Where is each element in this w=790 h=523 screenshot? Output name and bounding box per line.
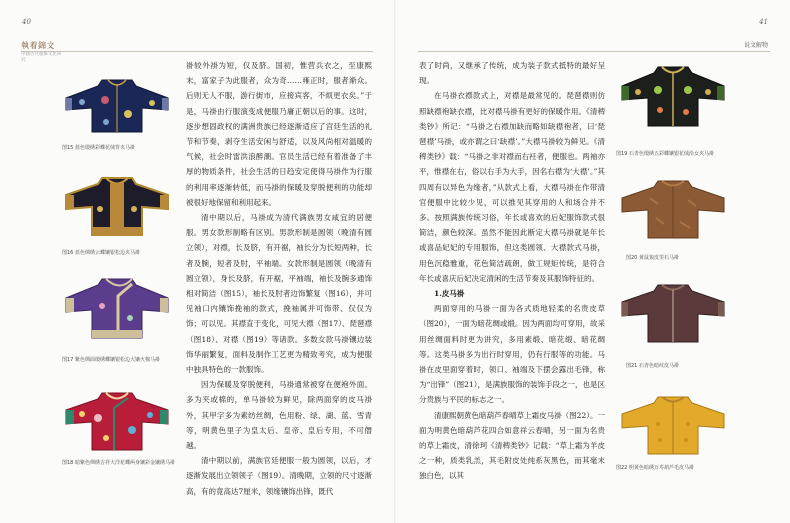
paragraph: 清中期以后，马褂成为清代满族男女咸宜的居便服。男女款形制略有区别。男款形制是圆领（晚清有圆立领），对襟，长及脐，有开裾，袖长分为长短两种，长者及腕，短者及肘，平袖端。女款形制是圆领（晚清有圆立领），身长及脐，有开裾，平袖端，袖长及腕多通饰相对简洁（图15），袖长及肘者边饰繁复（图16），并可见袖口内镶饰挽袖的款式，挽袖属并可饰带、仅仅为饰；可以见。其襟直于变化，可见大襟（图17）、琵琶襟（图18）、对襟（图19）等诸款。多数女款马褂镶边装饰华丽繁复，面料及制作工艺更为精致考究，成为便服中独具特色的一款服饰。 [186,213,372,375]
section-heading: 1.皮马褂 [434,289,465,299]
running-header-right: 说文解物 [743,42,768,49]
figure-19 [616,64,728,157]
paragraph: 褂较外褂为短，仅及脐。国初，惟营兵衣之，至康熙末，富家子为此服者，众为奇……雍正时，服者渐众。后则无人不服，游行街市，应接宾客，不烦更衣矣。”于是，马褂由行服演变成便服乃庸正朝以后的事。这时，逐步想固政权的满洲贵族已经逐渐适应了宫廷生活的礼节和节奏，剥夺生活安闲与舒适，以及风尚相对温暖的气候，社会时雷洪浪醉潮。官员生活已经有着准备了丰厚的物质条件，社会生活的日趋安定使得马褂作为行服的利用率逐渐转低，而马褂的保暖及穿脱便利的功能却被很好地保留和利用起来。 [186,61,372,207]
left-body-text [186,58,372,499]
figure-15 [62,76,172,156]
figure-17-caption: 图17 紫色绸面缎绣蝶镶银松边大镶火棉马褂 [62,357,160,363]
header-rule-left [21,51,373,52]
figure-22-caption: 图22 明黄色暗绣万寿葫芦毛皮马褂 [616,465,694,471]
paragraph: 清中期以前，满族官廷便服一般为圆领，以后，才逐渐发展出立领领子（图19）。清晚期，立领的尺寸逐渐高，有的竟高达7厘米，领缘镶饰出锋，既代 [186,456,372,496]
paragraph: 在马褂衣襟款式上，对襟是最常见的。琵琶襟则仿照缺襟袍缺衣襟，比对襟马褂有更好的保暖作用。《清稗类钞》所记：“马褂之右襟加缺而略如缺襟袍者，曰‘琵琶襟’马褂，或亦谓之曰‘缺襟’。”大襟马褂较为鲜见。《清稗类钞》载：“马褂之非对襟而右衽者，便服也。两袖亦平，惟襟在右，俗以右手为大手，因名右襟为‘大襟’。”其四周有以异色为缘者，”从款式上看，大襟马褂在作带清官便服中比较少见，可以推见其穿用的人和场合并不多。按照满族传统习俗，年长或喜欢的后妃服饰款式很简洁，颜色较深。虽然不能因此断定大襟马褂就是年长或喜品妃妃的专用服饰，但这类圆领、大襟款式马褂，用色沉稳雅重，花色简洁疏朗，做工规矩传统，是符合年长或喜庆后妃决定清闲的生活节奏及其服饰特征的。 [419,91,605,283]
figure-16-image [62,175,172,237]
running-header-left [21,40,65,64]
figure-21-caption: 图21 石青色暗纹皮马褂 [626,363,679,369]
book-spine [394,0,396,523]
paragraph: 两面穿用的马褂一面为各式质地轻柔的名贵皮草（图20），一面为暗花绸或缎。因为两面均可穿用，故采用丝绸面料时更为讲究，多用素缎、暗花缎、暗花绸等。这类马褂多为出行时穿用，仍有行服等的功能。马褂在皮里面穿着时，领口、袖端及下摆会露出毛锋，称为“出锋”（图21），是满族服饰的装饰手段之一，也是区分贵族与平民的标志之一。 [419,304,605,405]
left-page-number: 40 [22,18,31,26]
figure-22 [618,394,728,478]
figure-20-caption: 图20 黄鼠狼皮里石马褂 [626,255,679,261]
figure-19-image [618,64,728,128]
figure-16 [62,175,172,257]
figure-19-caption: 图19 石青色缎绣五彩蝶镶银花绒沿女夹马褂 [616,151,714,157]
paragraph: 清康熙朝黄色暗葫芦春晴草上霜皮马褂（图22）。一面为明黄色暗葫芦花四合如意祥云春晴，另一面为名贵的草上霜皮，清徐珂《清稗类钞》记载：“草上霜为羊皮之一种，质类乳羔，其毛附皮处纯系灰黑色，而其毫末独白色，以其 [419,410,605,481]
header-title: 執着錦文 [21,41,55,50]
figure-17-image [62,276,172,340]
figure-15-image [62,76,172,134]
header-subtitle: 中國古代服飾文化研究 [21,52,62,63]
figure-15-caption: 图15 蓝色缎绣彩蝶花绒背夹马褂 [62,145,135,151]
figure-21 [618,282,728,369]
figure-18-image [62,390,172,452]
figure-18-caption: 图18 暗紫色绸绣吉祥大洋花蝶两身镶彩金镶绣马褂 [62,460,175,466]
right-body-text [419,58,605,484]
paragraph: 表了时尚，又继承了传统，成为装子款式抵特的最好呈现。 [419,61,605,86]
figure-16-caption: 图16 蓝色绸绣云蝶镶银松边夹马褂 [62,250,140,256]
figure-20-image [618,178,728,240]
figure-22-image [618,394,728,456]
figure-18 [62,390,175,482]
figure-20 [618,178,728,262]
right-page-number: 41 [759,18,768,26]
header-rule-right [418,51,770,52]
figure-21-image [618,282,728,344]
figure-17 [62,276,172,363]
paragraph: 因为保暖及穿脱便利，马褂通常被穿在便袍外面。多为夹或棉的，单马褂较为鲜见，除两面穿的皮马褂外，其甲字多为素纺丝绸，色用粉、绿、湖、蓝、雪青等，明黄色里子为皇太后、皇帝、皇后专用，不可僭越。 [186,380,372,451]
